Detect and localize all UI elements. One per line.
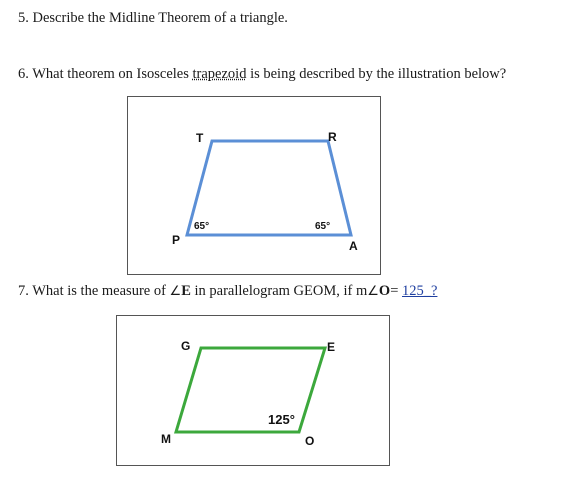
question-6-underlined-word: trapezoid — [192, 66, 247, 82]
question-7-text-before: 7. What is the measure of — [18, 283, 170, 299]
question-6 — [18, 66, 506, 83]
trapezoid-diagram — [128, 97, 380, 274]
question-5-text: 5. Describe the Midline Theorem of a triangle. — [18, 10, 288, 26]
vertex-label-m: M — [161, 432, 171, 446]
question-7 — [18, 283, 437, 300]
question-7-equals: = — [390, 283, 402, 299]
vertex-label-p: P — [172, 233, 181, 247]
vertex-label-r: R — [328, 130, 337, 144]
angle-label-p: 65° — [194, 221, 210, 232]
vertex-label-g: G — [181, 339, 191, 353]
parallelogram-diagram — [117, 316, 389, 465]
vertex-label-e: E — [327, 340, 336, 354]
vertex-label-t: T — [196, 131, 204, 145]
vertex-label-o: O — [305, 434, 315, 448]
question-7-text-middle: in parallelogram GEOM, if m — [190, 283, 368, 299]
trapezoid-figure — [127, 96, 381, 275]
angle-label-o: 125° — [268, 412, 295, 427]
question-7-answer: 125_? — [402, 283, 438, 299]
angle-symbol: ∠ — [169, 284, 182, 299]
angle-symbol-2: ∠ — [367, 284, 379, 299]
angle-letter-e: E — [181, 283, 191, 299]
angle-letter-o: O — [378, 283, 391, 299]
vertex-label-a: A — [349, 239, 358, 253]
question-6-text-after: is being described by the illustration below? — [246, 66, 507, 82]
parallelogram-figure — [116, 315, 390, 466]
question-5 — [18, 10, 288, 27]
question-6-text-before: 6. What theorem on Isosceles — [18, 66, 193, 82]
angle-label-a: 65° — [315, 221, 331, 232]
parallelogram-shape — [176, 348, 325, 432]
